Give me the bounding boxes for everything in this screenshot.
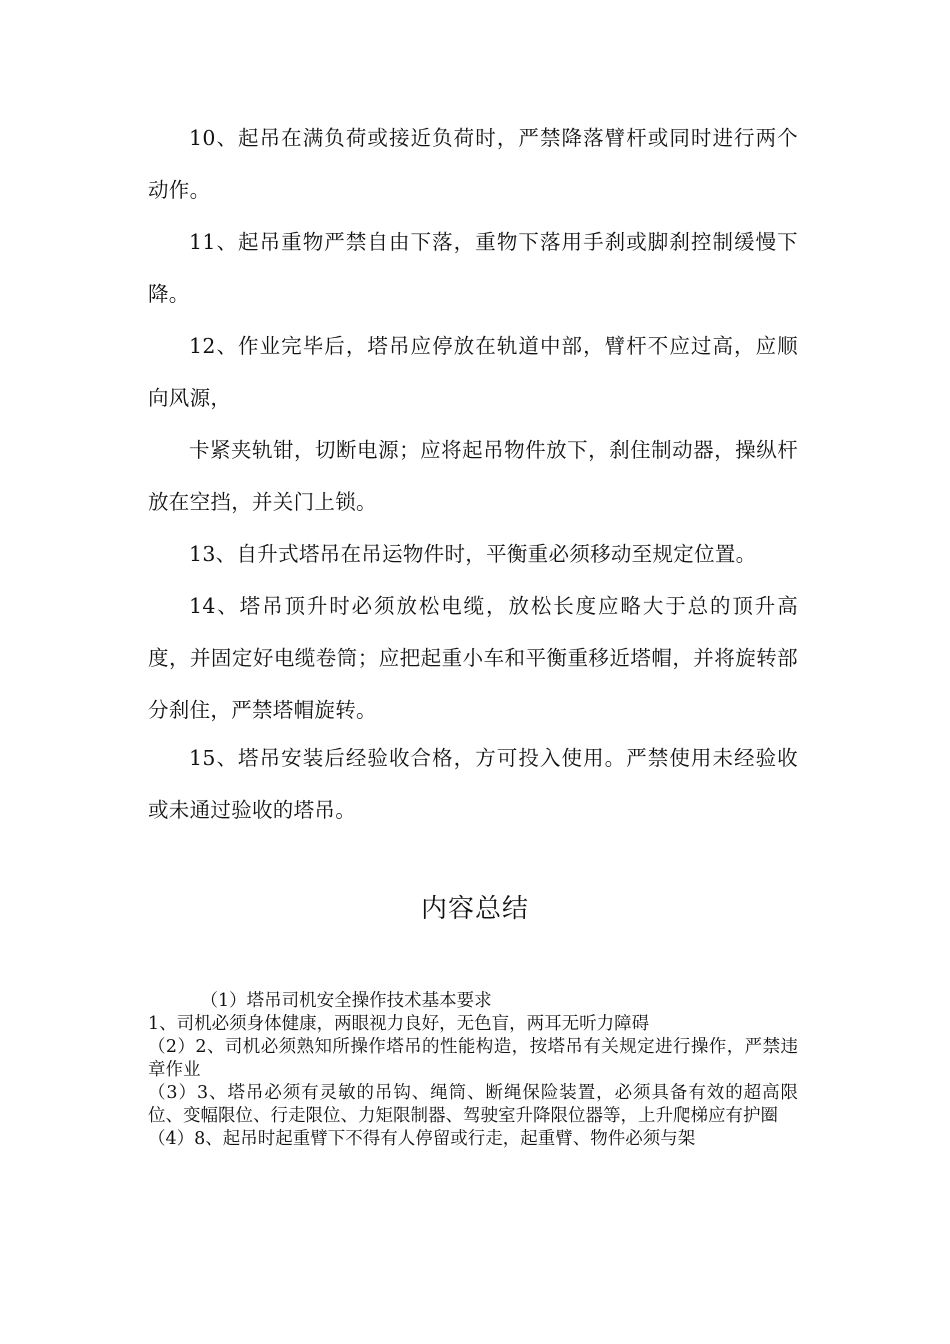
paragraph-12: 12、作业完毕后，塔吊应停放在轨道中部，臂杆不应过高，应顺向风源， bbox=[148, 334, 798, 410]
summary-line: （2）2、司机必须熟知所操作塔吊的性能构造，按塔吊有关规定进行操作，严禁违章作业 bbox=[148, 1037, 798, 1080]
summary-line: （1）塔吊司机安全操作技术基本要求 bbox=[200, 991, 492, 1011]
paragraph-11: 11、起吊重物严禁自由下落，重物下落用手刹或脚刹控制缓慢下降。 bbox=[148, 230, 798, 306]
paragraph-14: 14、塔吊顶升时必须放松电缆，放松长度应略大于总的顶升高度，并固定好电缆卷筒；应把起重小车和平衡重移近塔帽，并将旋转部分刹住，严禁塔帽旋转。 bbox=[148, 594, 798, 722]
summary-line: （4）8、起吊时起重臂下不得有人停留或行走，起重臂、物件必须与架 bbox=[148, 1129, 696, 1149]
paragraph-10: 10、起吊在满负荷或接近负荷时，严禁降落臂杆或同时进行两个动作。 bbox=[148, 126, 798, 202]
summary-line: 1、司机必须身体健康，两眼视力良好，无色盲，两耳无听力障碍 bbox=[148, 1014, 650, 1034]
summary-section bbox=[148, 990, 798, 1151]
summary-line: （3）3、塔吊必须有灵敏的吊钩、绳筒、断绳保险装置，必须具备有效的超高限位、变幅限位、行走限位、力矩限制器、驾驶室升降限位器等，上升爬梯应有护圈 bbox=[148, 1083, 798, 1126]
paragraph-12-continued: 卡紧夹轨钳，切断电源；应将起吊物件放下，刹住制动器，操纵杆放在空挡，并关门上锁。 bbox=[148, 438, 798, 514]
paragraph-15: 15、塔吊安装后经验收合格，方可投入使用。严禁使用未经验收或未通过验收的塔吊。 bbox=[148, 746, 798, 822]
paragraph-13: 13、自升式塔吊在吊运物件时，平衡重必须移动至规定位置。 bbox=[189, 542, 757, 566]
summary-title: 内容总结 bbox=[420, 894, 529, 924]
